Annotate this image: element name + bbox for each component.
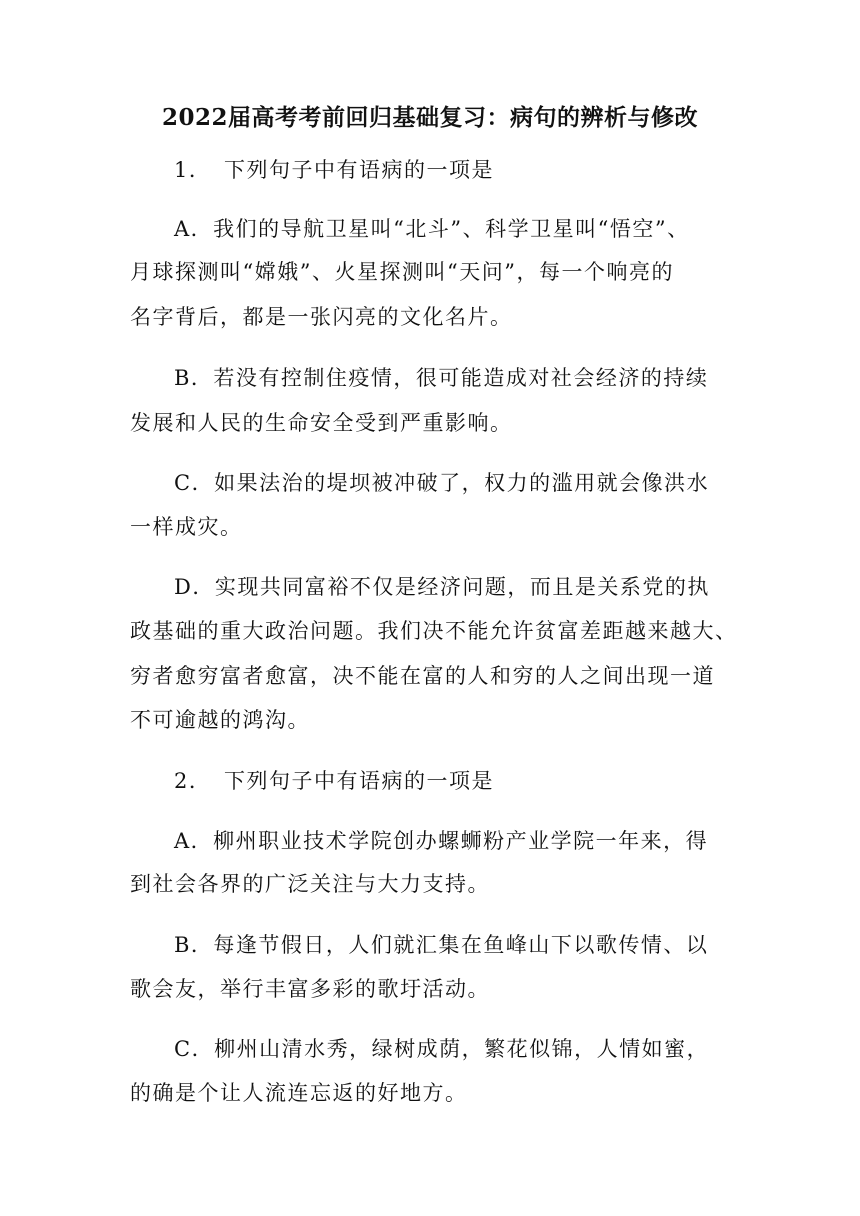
q2-option-c-line-2: 的确是个让人流连忘返的好地方。 [130,1081,468,1105]
q1-option-b-line-2: 发展和人民的生命安全受到严重影响。 [130,411,513,435]
q2-option-a-line-1: A．柳州职业技术学院创办螺蛳粉产业学院一年来，得 [174,829,709,853]
q1-option-d-line-1: D．实现共同富裕不仅是经济问题，而且是关系党的执 [174,575,710,599]
q1-option-d-line-4: 不可逾越的鸿沟。 [130,708,310,732]
q1-option-a-line-3: 名字背后，都是一张闪亮的文化名片。 [130,305,513,329]
question-2-stem: 下列句子中有语病的一项是 [224,769,494,793]
document-title: 2022届高考考前回归基础复习：病句的辨析与修改 [161,104,698,131]
question-2-number: 2． [174,769,212,793]
q1-option-c-line-1: C．如果法治的堤坝被冲破了，权力的滥用就会像洪水 [174,471,710,495]
q2-option-b-line-2: 歌会友，举行丰富多彩的歌圩活动。 [130,977,490,1001]
q1-option-d-line-3: 穷者愈穷富者愈富，决不能在富的人和穷的人之间出现一道 [130,664,715,688]
question-1-number: 1． [174,158,212,182]
q1-option-a-line-1: A．我们的导航卫星叫“北斗”、科学卫星叫“悟空”、 [174,217,690,241]
question-1-stem-line [174,155,494,185]
q1-option-b-line-1: B．若没有控制住疫情，很可能造成对社会经济的持续 [174,366,709,390]
question-1-stem: 下列句子中有语病的一项是 [224,158,494,182]
q2-option-b-line-1: B．每逢节假日，人们就汇集在鱼峰山下以歌传情、以 [174,933,709,957]
q2-option-a-line-2: 到社会各界的广泛关注与大力支持。 [130,872,490,896]
q1-option-c-line-2: 一样成灾。 [130,515,243,539]
q1-option-d-line-2: 政基础的重大政治问题。我们决不能允许贫富差距越来越大、 [130,619,738,643]
question-2-stem-line [174,766,494,796]
q2-option-c-line-1: C．柳州山清水秀，绿树成荫，繁花似锦，人情如蜜， [174,1037,710,1061]
q1-option-a-line-2: 月球探测叫“嫦娥”、火星探测叫“天问”，每一个响亮的 [130,260,674,284]
